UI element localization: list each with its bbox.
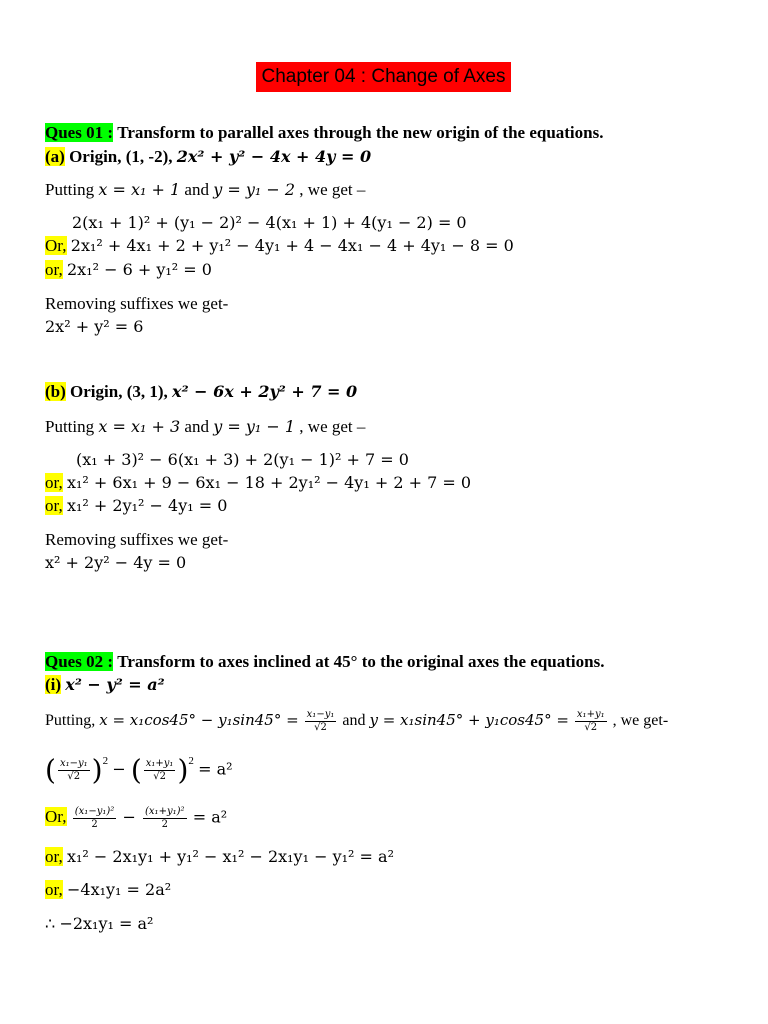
q1b-equation: x² − 6x + 2y² + 7 = 0 bbox=[172, 382, 358, 401]
substitution-x: x = x₁ + 1 bbox=[98, 180, 181, 199]
q1a-removing: Removing suffixes we get- bbox=[45, 294, 229, 313]
step-expression: x₁² + 2y₁² − 4y₁ = 0 bbox=[66, 496, 228, 515]
step-rhs: = a² bbox=[198, 759, 233, 779]
q1a-equation: 2x² + y² − 4x + 4y = 0 bbox=[176, 147, 372, 166]
result-expression: −2x₁y₁ = a² bbox=[59, 914, 154, 933]
q2i-step4 bbox=[45, 879, 171, 901]
q1b-origin: Origin, (3, 1), bbox=[70, 382, 168, 401]
q1b-step1: (x₁ + 3)² − 6(x₁ + 3) + 2(y₁ − 1)² + 7 = 0 bbox=[76, 450, 409, 469]
q2i-label: (i) bbox=[45, 675, 62, 694]
q2i-result bbox=[45, 913, 153, 935]
therefore-symbol: ∴ bbox=[45, 914, 56, 933]
q1a-step1: 2(x₁ + 1)² + (y₁ − 2)² − 4(x₁ + 1) + 4(y₁ − 2) = 0 bbox=[72, 213, 467, 232]
q2-text: Transform to axes inclined at 45° to the original axes the equations. bbox=[117, 652, 605, 671]
q2-heading bbox=[45, 651, 604, 673]
substitution-x: x = x₁ + 3 bbox=[98, 417, 181, 436]
q2-tag: Ques 02 : bbox=[45, 652, 113, 671]
we-get-label: , we get – bbox=[299, 417, 366, 436]
chapter-title: Chapter 04 : Change of Axes bbox=[256, 62, 511, 92]
and-word: and bbox=[184, 417, 209, 436]
q1a-origin: Origin, (1, -2), bbox=[69, 147, 173, 166]
putting-label: Putting bbox=[45, 180, 95, 199]
and-word: and bbox=[342, 712, 366, 730]
q1a-step3 bbox=[45, 259, 212, 281]
q1b-step2 bbox=[45, 472, 471, 494]
step-prefix: or, bbox=[45, 260, 63, 279]
q1-tag: Ques 01 : bbox=[45, 123, 113, 142]
substitution-y: y = x₁sin45° + y₁cos45° = bbox=[369, 711, 569, 730]
putting-label: Putting, bbox=[45, 712, 96, 730]
q1b-removing: Removing suffixes we get- bbox=[45, 530, 229, 549]
step-rhs: = a² bbox=[192, 807, 228, 827]
q2i-step1: ( $\frac{\text{x₁−y₁}}{√2}$ )$^2$ − ( $\frac{\text{x₁+y₁}}{√2}$ )$^2$ = a² bbox=[45, 753, 233, 787]
q2i-putting bbox=[45, 709, 668, 734]
q1b-label: (b) bbox=[45, 382, 66, 401]
q2i-step3 bbox=[45, 846, 394, 868]
q2i-step2: Or, $\frac{\text{(x₁−y₁)²}}{2}$ − $\frac{\text{(x₁+y₁)²}}{2}$ = a² bbox=[45, 806, 228, 830]
step-expression: −4x₁y₁ = 2a² bbox=[66, 880, 172, 899]
q1a-heading bbox=[45, 146, 371, 168]
q2i-equation: x² − y² = a² bbox=[65, 675, 165, 694]
step-prefix: or, bbox=[45, 847, 63, 866]
q1b-step3 bbox=[45, 495, 227, 517]
q1a-step2 bbox=[45, 235, 514, 257]
q1b-putting bbox=[45, 416, 365, 438]
step-expression: x₁² − 2x₁y₁ + y₁² − x₁² − 2x₁y₁ − y₁² = a² bbox=[66, 847, 394, 866]
step-expression: 2x₁² + 4x₁ + 2 + y₁² − 4y₁ + 4 − 4x₁ − 4 + 4y₁ − 8 = 0 bbox=[70, 236, 514, 255]
q1-text: Transform to parallel axes through the new origin of the equations. bbox=[117, 123, 604, 142]
q1-heading bbox=[45, 122, 603, 144]
q1b-result: x² + 2y² − 4y = 0 bbox=[45, 553, 187, 572]
substitution-y: y = y₁ − 2 bbox=[213, 180, 296, 199]
substitution-x: x = x₁cos45° − y₁sin45° = bbox=[99, 711, 299, 730]
putting-label: Putting bbox=[45, 417, 95, 436]
q1a-result: 2x² + y² = 6 bbox=[45, 317, 144, 336]
step-prefix: or, bbox=[45, 473, 63, 492]
step-prefix: or, bbox=[45, 496, 63, 515]
step-prefix: Or, bbox=[45, 236, 67, 255]
fraction-plus: $\frac{\text{x₁+y₁}}{√2}$ bbox=[576, 709, 605, 733]
q1b-heading bbox=[45, 381, 357, 403]
fraction-minus: $\frac{\text{x₁−y₁}}{√2}$ bbox=[306, 709, 335, 733]
and-word: and bbox=[184, 180, 209, 199]
we-get-label: , we get – bbox=[299, 180, 366, 199]
step-expression: 2x₁² − 6 + y₁² = 0 bbox=[66, 260, 212, 279]
q1a-label: (a) bbox=[45, 147, 65, 166]
we-get-label: , we get- bbox=[612, 712, 669, 730]
q1a-putting bbox=[45, 179, 365, 201]
substitution-y: y = y₁ − 1 bbox=[213, 417, 296, 436]
step-prefix: or, bbox=[45, 880, 63, 899]
step-prefix: Or, bbox=[45, 807, 67, 827]
step-expression: x₁² + 6x₁ + 9 − 6x₁ − 18 + 2y₁² − 4y₁ + 2 + 7 = 0 bbox=[66, 473, 472, 492]
q2i-heading bbox=[45, 674, 165, 696]
